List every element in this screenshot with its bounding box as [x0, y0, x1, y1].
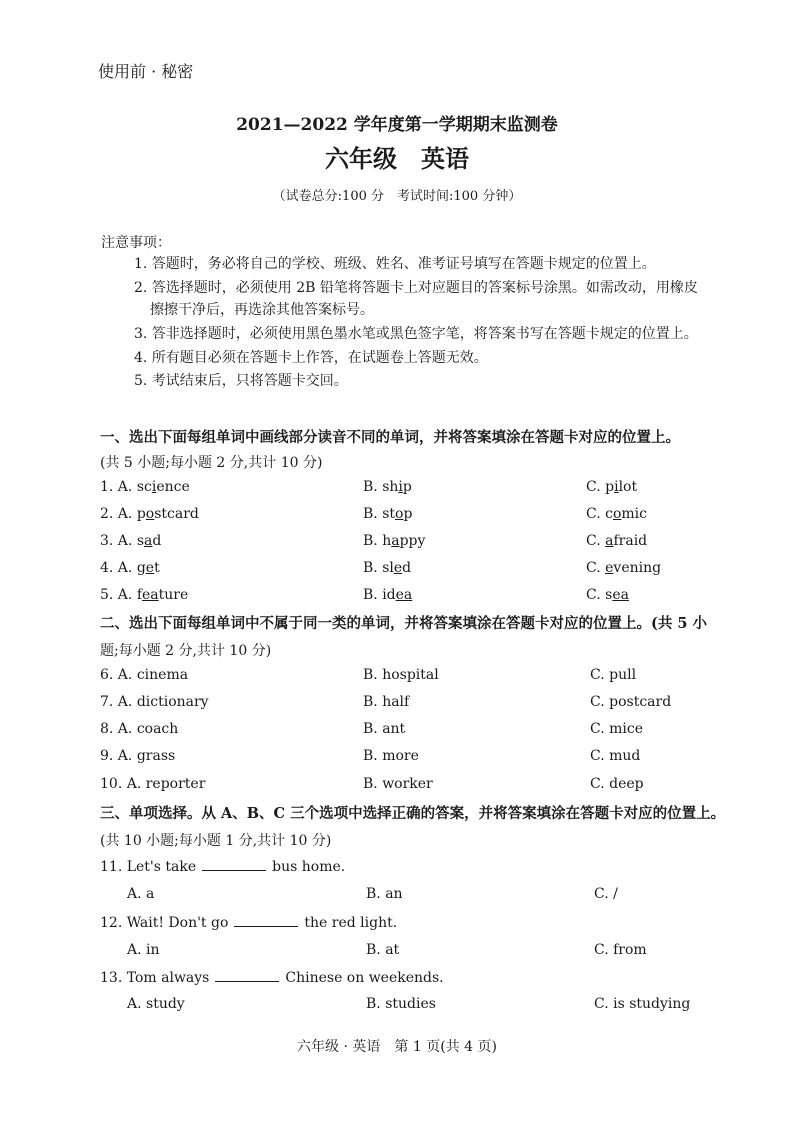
- underlined-letters: e: [393, 560, 403, 576]
- option-c: C. pull: [590, 667, 637, 683]
- option-b: [363, 587, 412, 603]
- option-a: A. study: [127, 996, 185, 1012]
- option-text: 5. A. f: [100, 587, 142, 603]
- option-text: stcard: [154, 506, 199, 522]
- option-b: [363, 533, 425, 549]
- option-text: p: [403, 506, 413, 522]
- question-stem: [100, 914, 397, 931]
- notice-item: 3. 答非选择题时，必须使用黑色墨水笔或黑色签字笔，将答案书写在答题卡规定的位置上。: [134, 326, 698, 342]
- option-text: C. p: [586, 479, 615, 495]
- option-text: mic: [621, 506, 647, 522]
- option-a: 7. A. dictionary: [100, 694, 209, 710]
- option-a: 10. A. reporter: [100, 776, 206, 792]
- option-text: C.: [586, 533, 606, 549]
- option-text: lot: [618, 479, 638, 495]
- option-b: B. half: [363, 694, 410, 710]
- option-a: 9. A. grass: [100, 748, 176, 764]
- notice-heading: 注意事项：: [101, 235, 171, 251]
- option-b: B. at: [366, 942, 400, 958]
- question-stem: [100, 858, 345, 875]
- underlined-letters: ea: [395, 587, 413, 603]
- answer-blank: [234, 914, 298, 927]
- option-c: [586, 506, 647, 522]
- option-text: vening: [613, 560, 662, 576]
- page-footer: 六年级 · 英语 第 1 页(共 4 页): [297, 1039, 497, 1055]
- option-c: [586, 533, 647, 549]
- option-a: [100, 506, 199, 522]
- option-text: fraid: [613, 533, 648, 549]
- underlined-letters: i: [398, 479, 403, 495]
- section2-heading: 二、选出下面每组单词中不属于同一类的单词，并将答案填涂在答题卡对应的位置上。(共 5 小: [100, 615, 708, 632]
- option-text: B. id: [363, 587, 396, 603]
- underlined-letters: e: [605, 560, 614, 576]
- option-c: [586, 479, 637, 495]
- option-text: ppy: [399, 533, 426, 549]
- underlined-letters: i: [151, 479, 157, 495]
- option-text: 4. A. g: [100, 560, 146, 576]
- option-text: 2. A. p: [100, 506, 146, 522]
- option-text: C. c: [586, 506, 613, 522]
- notice-item: 擦擦干净后，再选涂其他答案标号。: [150, 302, 374, 318]
- option-text: t: [154, 560, 160, 576]
- option-b: [363, 479, 412, 495]
- section2-scoring: 题;每小题 2 分,共计 10 分): [100, 643, 272, 659]
- question-stem: [100, 969, 444, 986]
- section1-scoring: (共 5 小题;每小题 2 分,共计 10 分): [100, 455, 323, 471]
- exam-info: （试卷总分:100 分 考试时间:100 分钟）: [272, 189, 522, 204]
- stem-text: 11. Let's take: [100, 859, 197, 875]
- option-c: [586, 560, 661, 576]
- option-text: B. h: [363, 533, 392, 549]
- option-c: C. mud: [590, 748, 641, 764]
- option-b: B. worker: [363, 776, 433, 792]
- stem-text: the red light.: [304, 915, 398, 931]
- option-c: C. postcard: [590, 694, 672, 710]
- notice-item: 5. 考试结束后，只将答题卡交回。: [134, 373, 348, 389]
- section3-heading: 三、单项选择。从 A、B、C 三个选项中选择正确的答案，并将答案填涂在答题卡对应的位置上。: [100, 805, 726, 822]
- underlined-letters: i: [614, 479, 619, 495]
- option-a: [100, 587, 188, 603]
- exam-subject: 六年级 英语: [325, 144, 469, 173]
- option-a: A. a: [127, 886, 155, 902]
- underlined-letters: o: [395, 506, 404, 522]
- underlined-letters: a: [391, 533, 400, 549]
- section3-scoring: (共 10 小题;每小题 1 分,共计 10 分): [100, 833, 332, 849]
- option-a: 8. A. coach: [100, 721, 179, 737]
- option-b: B. studies: [366, 996, 436, 1012]
- stem-text: Chinese on weekends.: [285, 970, 444, 986]
- option-b: B. ant: [363, 721, 406, 737]
- option-text: 3. A. s: [100, 533, 145, 549]
- option-text: p: [402, 479, 412, 495]
- option-text: B. sh: [363, 479, 399, 495]
- section1-heading: 一、选出下面每组单词中画线部分读音不同的单词，并将答案填涂在答题卡对应的位置上。: [100, 429, 680, 446]
- option-a: 6. A. cinema: [100, 667, 189, 683]
- option-c: C. deep: [590, 776, 644, 792]
- underlined-letters: o: [612, 506, 622, 522]
- option-c: [586, 587, 629, 603]
- option-text: d: [152, 533, 162, 549]
- underlined-letters: a: [144, 533, 153, 549]
- option-c: C. mice: [590, 721, 643, 737]
- stem-text: bus home.: [272, 859, 346, 875]
- underlined-letters: ea: [612, 587, 629, 603]
- underlined-letters: o: [145, 506, 155, 522]
- answer-blank: [215, 969, 279, 982]
- answer-blank: [202, 858, 266, 871]
- option-text: d: [402, 560, 412, 576]
- option-c: C. /: [594, 886, 618, 902]
- option-c: C. is studying: [594, 996, 691, 1012]
- underlined-letters: a: [605, 533, 614, 549]
- option-a: [100, 533, 161, 549]
- notice-item: 2. 答选择题时，必须使用 2B 铅笔将答题卡上对应题目的答案标号涂黑。如需改动，用橡皮: [134, 280, 698, 296]
- option-a: [100, 479, 190, 495]
- underlined-letters: ea: [142, 587, 159, 603]
- option-text: ence: [156, 479, 190, 495]
- exam-title: 2021—2022 学年度第一学期期末监测卷: [236, 115, 558, 135]
- option-b: B. hospital: [363, 667, 439, 683]
- option-text: C. s: [586, 587, 613, 603]
- notice-item: 4. 所有题目必须在答题卡上作答，在试题卷上答题无效。: [134, 350, 488, 366]
- option-c: C. from: [594, 942, 647, 958]
- option-b: B. an: [366, 886, 403, 902]
- notice-item: 1. 答题时，务必将自己的学校、班级、姓名、准考证号填写在答题卡规定的位置上。: [134, 256, 656, 272]
- confidential-mark: 使用前 · 秘密: [98, 62, 194, 81]
- option-a: A. in: [127, 942, 160, 958]
- option-text: B. sl: [363, 560, 394, 576]
- option-text: ture: [158, 587, 189, 603]
- option-a: [100, 560, 160, 576]
- option-b: [363, 560, 411, 576]
- option-b: B. more: [363, 748, 419, 764]
- stem-text: 13. Tom always: [100, 970, 210, 986]
- underlined-letters: e: [145, 560, 155, 576]
- option-text: C.: [586, 560, 606, 576]
- option-text: 1. A. sc: [100, 479, 152, 495]
- option-text: B. st: [363, 506, 395, 522]
- option-b: [363, 506, 412, 522]
- stem-text: 12. Wait! Don't go: [100, 915, 229, 931]
